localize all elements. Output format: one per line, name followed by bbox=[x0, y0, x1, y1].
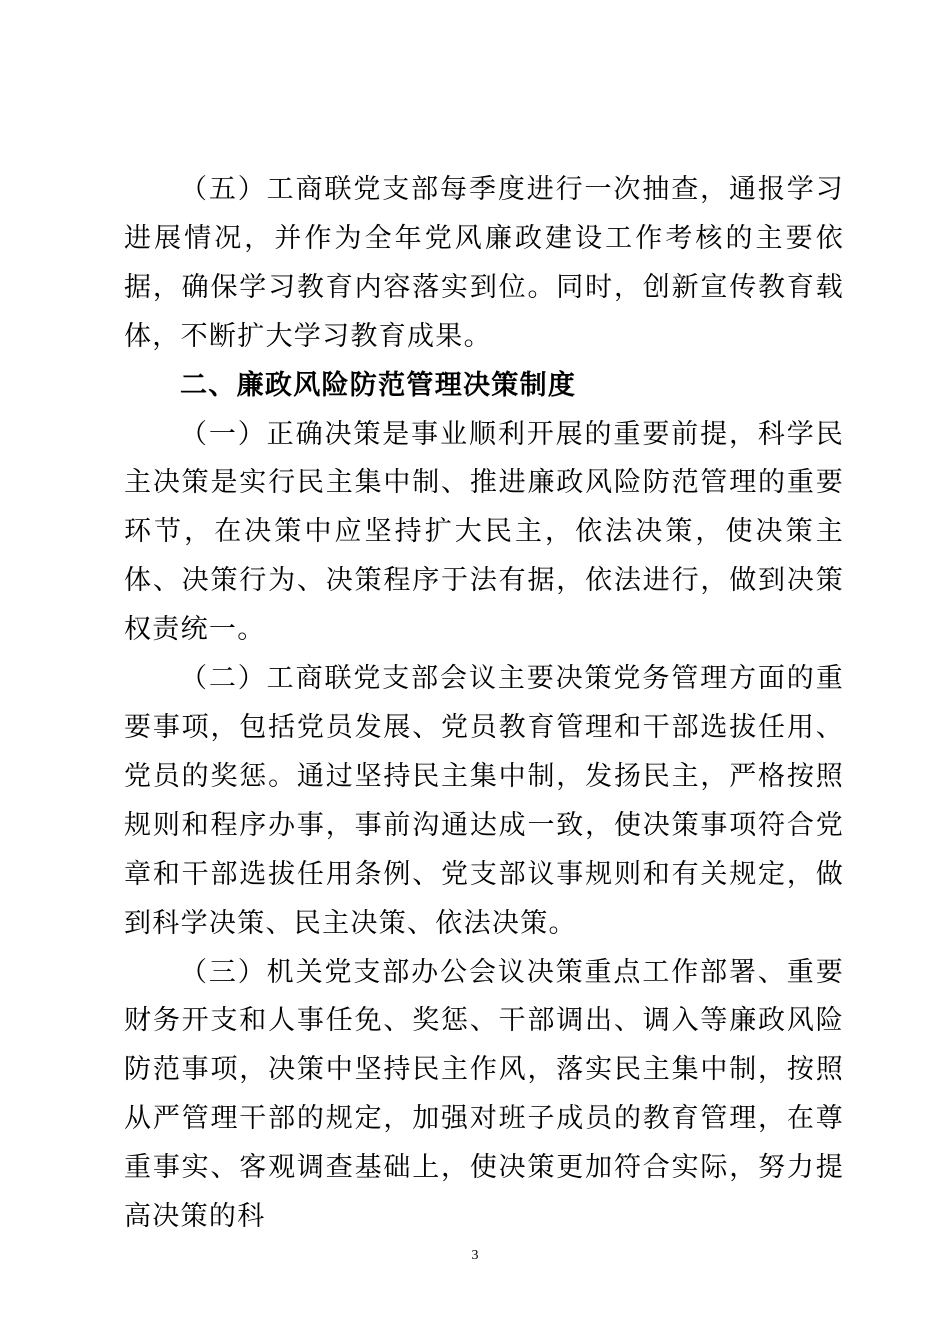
document-body bbox=[124, 166, 844, 1242]
paragraph-5-study-inspection: （五）工商联党支部每季度进行一次抽查，通报学习进展情况，并作为全年党风廉政建设工作考核的主要依据，确保学习教育内容落实到位。同时，创新宣传教育载体，不断扩大学习教育成果。 bbox=[124, 174, 844, 352]
section-heading-2: 二、廉政风险防范管理决策制度 bbox=[180, 369, 577, 401]
paragraph-2-branch-meeting: （二）工商联党支部会议主要决策党务管理方面的重要事项，包括党员发展、党员教育管理和干部选拔任用、党员的奖惩。通过坚持民主集中制，发扬民主，严格按照规则和程序办事，事前沟通达成一致，使决策事项符合党章和干部选拔任用条例、党支部议事规则和有关规定，做到科学决策、民主决策、依法决策。 bbox=[124, 663, 844, 939]
paragraph-1-correct-decision: （一）正确决策是事业顺利开展的重要前提，科学民主决策是实行民主集中制、推进廉政风险防范管理的重要环节，在决策中应坚持扩大民主，依法决策，使决策主体、决策行为、决策程序于法有据，依法进行，做到决策权责统一。 bbox=[124, 418, 844, 646]
page-number: 3 bbox=[471, 1248, 479, 1263]
paragraph-3-office-meeting: （三）机关党支部办公会议决策重点工作部署、重要财务开支和人事任免、奖惩、干部调出、调入等廉政风险防范事项，决策中坚持民主作风，落实民主集中制，按照从严管理干部的规定，加强对班子成员的教育管理，在尊重事实、客观调查基础上，使决策更加符合实际，努力提高决策的科 bbox=[124, 956, 844, 1233]
